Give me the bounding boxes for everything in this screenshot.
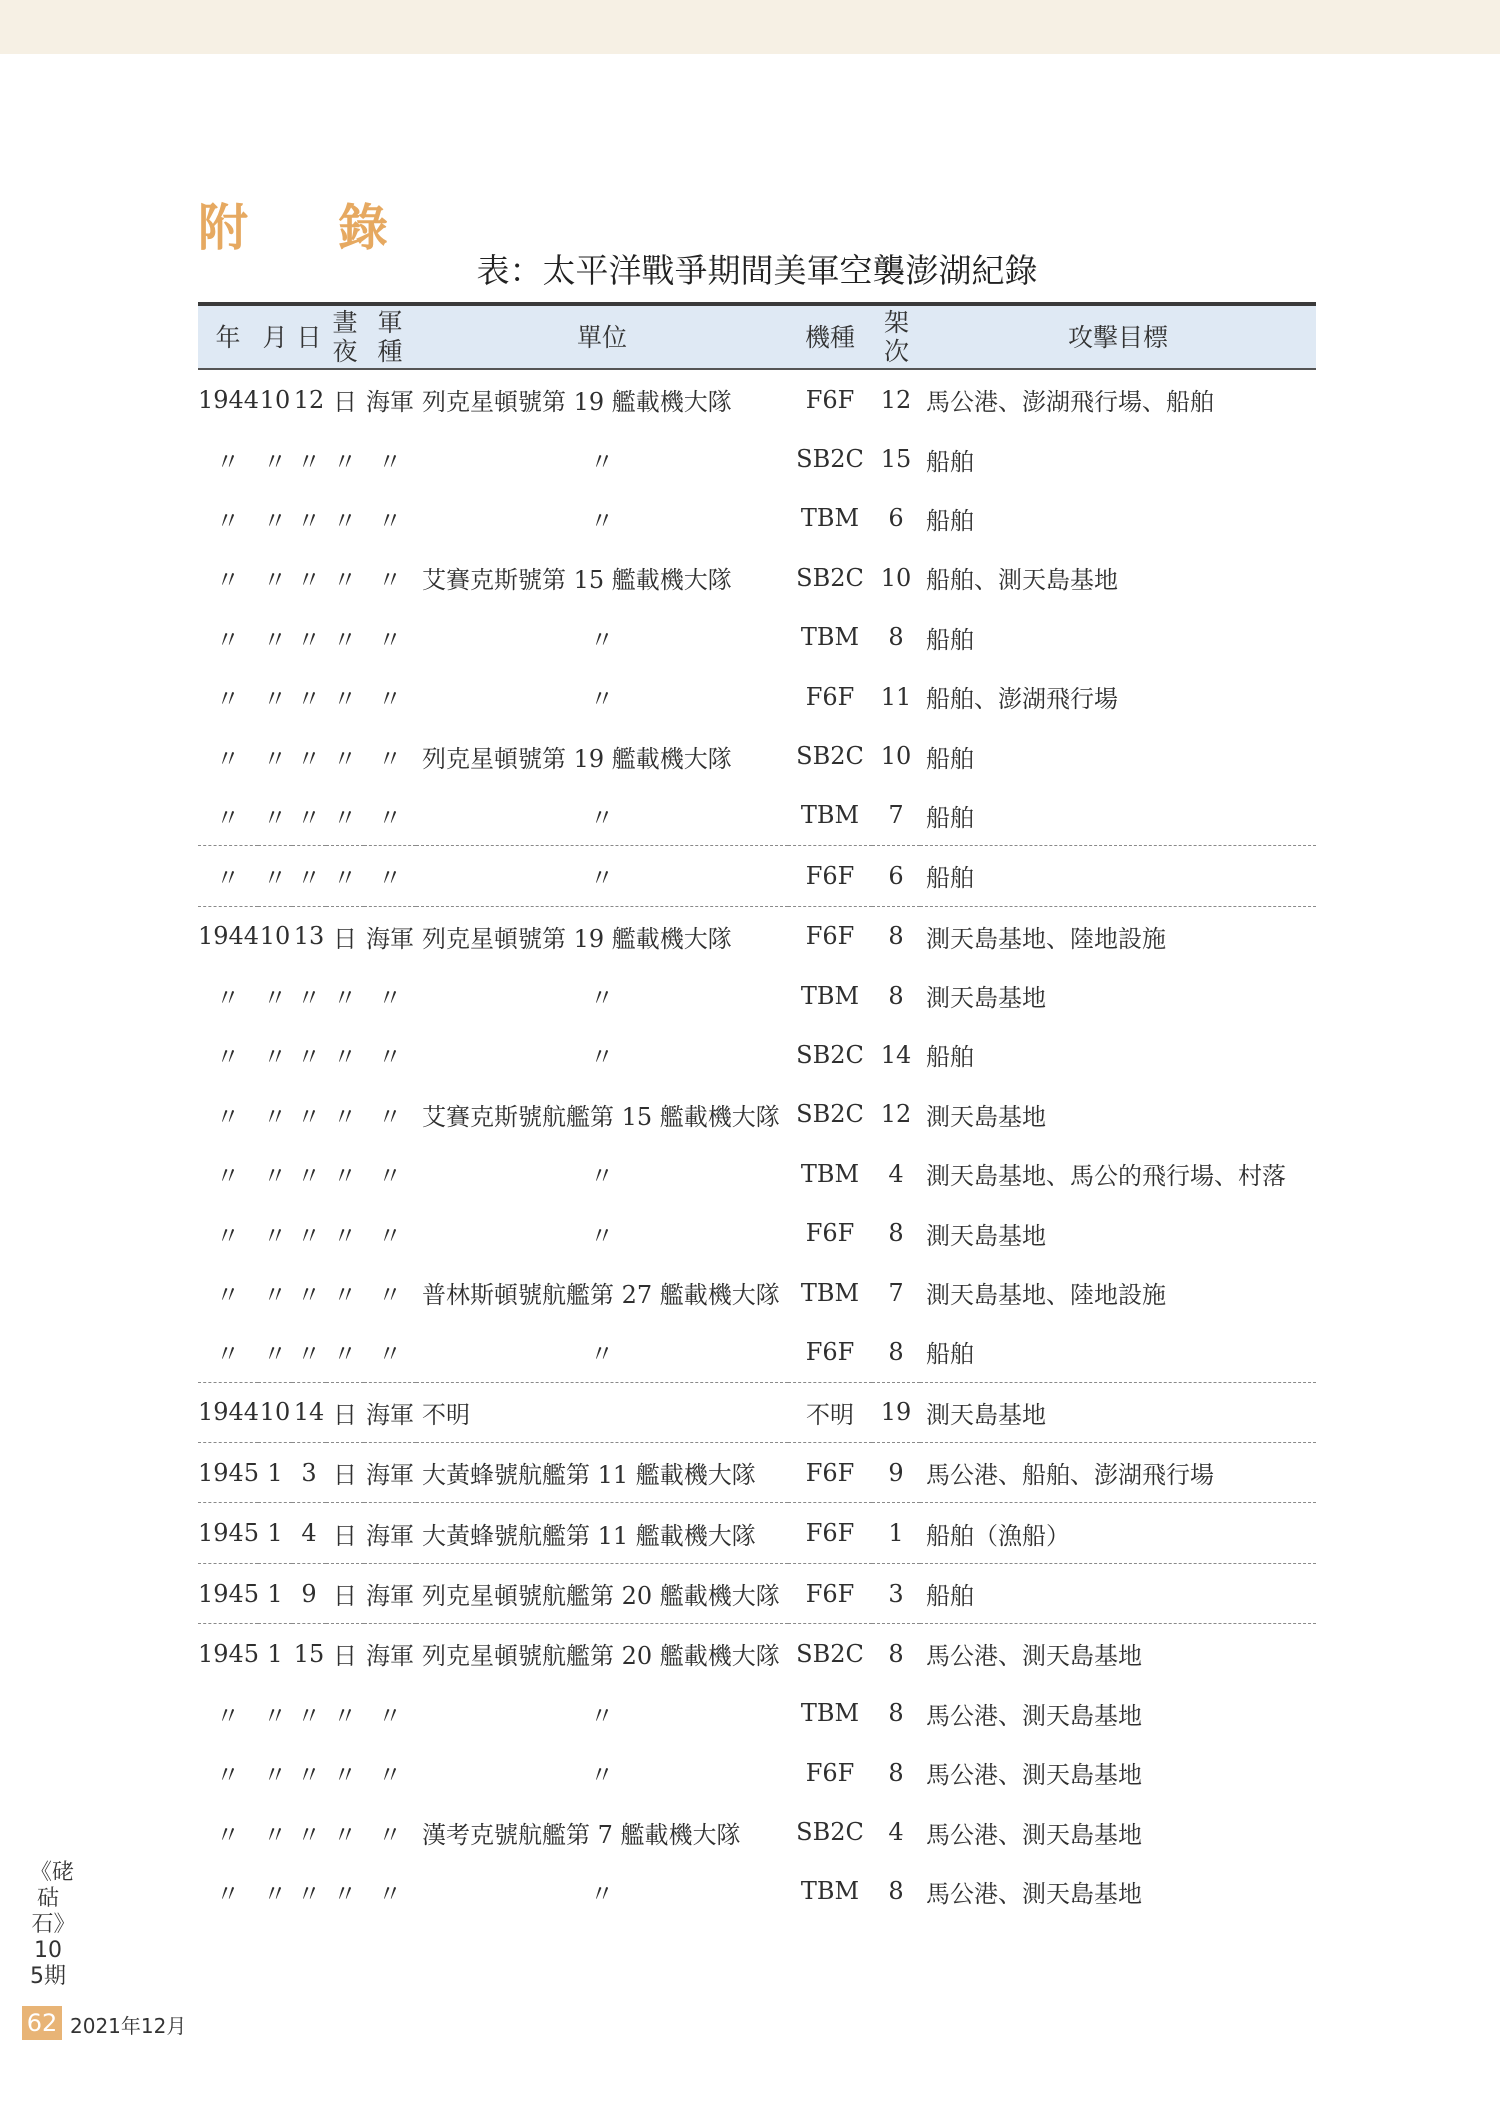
cell-service: 〃 <box>378 1281 402 1310</box>
cell-day: 〃 <box>297 1281 321 1310</box>
cell-target: 船舶 <box>926 1043 974 1072</box>
cell-month: 〃 <box>263 625 287 654</box>
cell-unit: 列克星頓號第 19 艦載機大隊 <box>416 906 788 966</box>
cell-service: 〃 <box>378 1340 402 1369</box>
cell-year: 〃 <box>216 506 240 535</box>
cell-day: 〃 <box>297 744 321 773</box>
table-row <box>198 369 1316 429</box>
cell-month: 10 <box>259 385 291 414</box>
cell-day: 4 <box>292 1503 326 1563</box>
cell-service: 〃 <box>364 846 416 906</box>
cell-service: 〃 <box>378 685 402 714</box>
table-row <box>198 429 1316 488</box>
cell-aircraft: TBM <box>800 1877 860 1906</box>
cell-unit: 〃 <box>590 1043 614 1072</box>
cell-unit: 大黃蜂號航艦第 11 艦載機大隊 <box>416 1443 788 1503</box>
cell-day: 12 <box>293 385 325 414</box>
cell-target: 船舶、測天島基地 <box>926 566 1118 595</box>
cell-sorties: 4 <box>888 1159 904 1188</box>
cell-sorties: 8 <box>888 1877 904 1906</box>
cell-sorties: 8 <box>888 1699 904 1728</box>
cell-sorties: 8 <box>888 1758 904 1787</box>
cell-year: 1944 <box>198 1382 258 1442</box>
cell-day: 〃 <box>297 1879 321 1908</box>
cell-aircraft: SB2C <box>796 563 864 592</box>
cell-sorties: 15 <box>880 445 912 474</box>
cell-month: 〃 <box>263 1221 287 1250</box>
cell-aircraft: F6F <box>805 1337 855 1366</box>
cell-aircraft: TBM <box>800 1159 860 1188</box>
cell-service: 〃 <box>378 1879 402 1908</box>
cell-target: 馬公港、船舶、澎湖飛行場 <box>920 1443 1316 1503</box>
cell-day: 〃 <box>297 1820 321 1849</box>
cell-aircraft: TBM <box>800 504 860 533</box>
cell-unit: 〃 <box>590 447 614 476</box>
table-row <box>198 786 1316 846</box>
cell-service: 〃 <box>378 1701 402 1730</box>
cell-sorties: 8 <box>872 906 920 966</box>
cell-day: 15 <box>292 1624 326 1684</box>
table-row <box>198 489 1316 548</box>
cell-service: 〃 <box>378 1820 402 1849</box>
cell-unit: 〃 <box>590 803 614 832</box>
cell-target: 測天島基地、陸地設施 <box>926 1281 1166 1310</box>
table-title: 表：太平洋戰爭期間美軍空襲澎湖紀錄 <box>476 251 1038 290</box>
cell-month: 〃 <box>263 1162 287 1191</box>
cell-daynight: 〃 <box>333 744 357 773</box>
cell-unit: 〃 <box>416 846 788 906</box>
table-row <box>198 1144 1316 1203</box>
col-header-service: 軍種 <box>364 304 416 369</box>
cell-day: 〃 <box>297 1043 321 1072</box>
cell-service: 〃 <box>378 447 402 476</box>
cell-sorties: 8 <box>888 981 904 1010</box>
cell-day: 〃 <box>297 1761 321 1790</box>
cell-sorties: 10 <box>880 563 912 592</box>
cell-daynight: 〃 <box>333 506 357 535</box>
cell-aircraft: TBM <box>800 1278 860 1307</box>
cell-aircraft: SB2C <box>796 1040 864 1069</box>
cell-daynight: 〃 <box>333 1340 357 1369</box>
cell-day: 〃 <box>297 1221 321 1250</box>
cell-unit: 艾賽克斯號航艦第 15 艦載機大隊 <box>422 1102 780 1131</box>
cell-target: 船舶 <box>926 625 974 654</box>
cell-aircraft: F6F <box>788 1563 872 1623</box>
cell-service: 〃 <box>378 1043 402 1072</box>
cell-service: 〃 <box>378 506 402 535</box>
cell-target: 馬公港、測天島基地 <box>926 1820 1142 1849</box>
cell-day: 13 <box>292 906 326 966</box>
cell-month: 1 <box>258 1443 292 1503</box>
table-row <box>198 1263 1316 1322</box>
table-row <box>198 1684 1316 1743</box>
cell-aircraft: F6F <box>805 682 855 711</box>
cell-sorties: 3 <box>872 1563 920 1623</box>
cell-target: 測天島基地 <box>926 984 1046 1013</box>
cell-year: 〃 <box>216 1281 240 1310</box>
cell-service: 〃 <box>378 1162 402 1191</box>
cell-target: 船舶 <box>926 447 974 476</box>
cell-target: 船舶 <box>926 1340 974 1369</box>
cell-sorties: 7 <box>888 1278 904 1307</box>
cell-day: 〃 <box>297 625 321 654</box>
cell-daynight: 〃 <box>326 846 364 906</box>
cell-target: 馬公港、測天島基地 <box>920 1624 1316 1684</box>
col-header-day: 日 <box>292 304 326 369</box>
cell-unit: 普林斯頓號航艦第 27 艦載機大隊 <box>422 1281 780 1310</box>
cell-daynight: 〃 <box>333 1879 357 1908</box>
cell-daynight: 〃 <box>333 1761 357 1790</box>
cell-day: 〃 <box>297 447 321 476</box>
cell-month: 〃 <box>263 1701 287 1730</box>
cell-year: 〃 <box>216 744 240 773</box>
cell-sorties: 8 <box>888 1337 904 1366</box>
cell-month: 〃 <box>263 1820 287 1849</box>
cell-daynight: 〃 <box>333 984 357 1013</box>
cell-aircraft: F6F <box>805 1758 855 1787</box>
cell-target: 船舶 <box>926 744 974 773</box>
cell-service: 〃 <box>378 744 402 773</box>
page-number: 62 <box>22 2006 62 2040</box>
cell-daynight: 〃 <box>333 447 357 476</box>
table-row <box>198 1862 1316 1921</box>
cell-service: 海軍 <box>364 1563 416 1623</box>
cell-service: 〃 <box>378 984 402 1013</box>
cell-daynight: 〃 <box>333 1102 357 1131</box>
cell-month: 10 <box>258 906 292 966</box>
cell-target: 船舶 <box>926 803 974 832</box>
cell-unit: 漢考克號航艦第 7 艦載機大隊 <box>422 1820 741 1849</box>
cell-target: 測天島基地 <box>920 1382 1316 1442</box>
cell-daynight: 日 <box>326 1624 364 1684</box>
cell-sorties: 8 <box>888 1219 904 1248</box>
cell-unit: 〃 <box>590 1701 614 1730</box>
cell-daynight: 〃 <box>333 685 357 714</box>
cell-day: 〃 <box>292 846 326 906</box>
cell-year: 〃 <box>216 1820 240 1849</box>
cell-month: 〃 <box>263 803 287 832</box>
cell-unit: 〃 <box>590 1221 614 1250</box>
cell-month: 〃 <box>263 1043 287 1072</box>
appendix-heading: 附錄 <box>198 199 478 257</box>
table-row <box>198 966 1316 1025</box>
cell-day: 3 <box>292 1443 326 1503</box>
cell-aircraft: F6F <box>805 1219 855 1248</box>
cell-service: 海軍 <box>364 1624 416 1684</box>
table-row <box>198 1743 1316 1802</box>
journal-title: 《硓𥑮石》105期 <box>30 1860 75 1989</box>
cell-unit: 〃 <box>590 984 614 1013</box>
cell-sorties: 4 <box>888 1818 904 1847</box>
cell-service: 〃 <box>378 566 402 595</box>
cell-aircraft: SB2C <box>796 1818 864 1847</box>
cell-daynight: 日 <box>326 1503 364 1563</box>
table-row <box>198 1503 1316 1563</box>
cell-target: 船舶 <box>920 846 1316 906</box>
cell-year: 〃 <box>216 1340 240 1369</box>
cell-day: 14 <box>292 1382 326 1442</box>
cell-target: 測天島基地、馬公的飛行場、村落 <box>926 1162 1286 1191</box>
cell-aircraft: 不明 <box>788 1382 872 1442</box>
cell-year: 1945 <box>198 1624 258 1684</box>
cell-sorties: 6 <box>888 504 904 533</box>
cell-month: 1 <box>258 1503 292 1563</box>
table-row <box>198 1322 1316 1382</box>
cell-year: 〃 <box>216 1879 240 1908</box>
cell-unit: 列克星頓號第 19 艦載機大隊 <box>422 744 732 773</box>
cell-daynight: 〃 <box>333 1281 357 1310</box>
col-header-unit: 單位 <box>416 304 788 369</box>
cell-target: 測天島基地 <box>926 1221 1046 1250</box>
cell-service: 海軍 <box>364 1443 416 1503</box>
cell-year: 〃 <box>216 1162 240 1191</box>
cell-year: 1944 <box>198 906 258 966</box>
cell-unit: 列克星頓號航艦第 20 艦載機大隊 <box>416 1563 788 1623</box>
air-raid-records-table <box>198 302 1316 1921</box>
table-row <box>198 667 1316 726</box>
cell-year: 〃 <box>216 803 240 832</box>
cell-daynight: 日 <box>333 388 357 417</box>
table-row <box>198 846 1316 906</box>
cell-month: 〃 <box>263 1281 287 1310</box>
cell-month: 10 <box>258 1382 292 1442</box>
cell-year: 〃 <box>216 625 240 654</box>
cell-sorties: 6 <box>872 846 920 906</box>
cell-daynight: 日 <box>326 1563 364 1623</box>
cell-month: 〃 <box>263 1340 287 1369</box>
cell-aircraft: TBM <box>800 801 860 830</box>
cell-target: 馬公港、測天島基地 <box>926 1879 1142 1908</box>
cell-service: 〃 <box>378 1102 402 1131</box>
cell-daynight: 〃 <box>333 1162 357 1191</box>
table-row <box>198 1025 1316 1084</box>
cell-aircraft: F6F <box>788 906 872 966</box>
cell-target: 船舶 <box>920 1563 1316 1623</box>
cell-daynight: 日 <box>326 906 364 966</box>
cell-day: 〃 <box>297 984 321 1013</box>
cell-unit: 大黃蜂號航艦第 11 艦載機大隊 <box>416 1503 788 1563</box>
cell-year: 〃 <box>216 1043 240 1072</box>
cell-year: 〃 <box>216 1761 240 1790</box>
cell-year: 〃 <box>216 984 240 1013</box>
cell-daynight: 〃 <box>333 625 357 654</box>
cell-month: 〃 <box>263 1761 287 1790</box>
cell-sorties: 14 <box>880 1040 912 1069</box>
table-row <box>198 548 1316 607</box>
cell-month: 〃 <box>258 846 292 906</box>
cell-unit: 列克星頓號航艦第 20 艦載機大隊 <box>416 1624 788 1684</box>
cell-aircraft: TBM <box>800 1699 860 1728</box>
cell-target: 船舶 <box>926 506 974 535</box>
cell-aircraft: SB2C <box>796 445 864 474</box>
cell-service: 海軍 <box>364 1503 416 1563</box>
cell-day: 〃 <box>297 1102 321 1131</box>
table-row <box>198 1443 1316 1503</box>
cell-target: 測天島基地 <box>926 1102 1046 1131</box>
cell-unit: 〃 <box>590 1340 614 1369</box>
col-header-month: 月 <box>258 304 292 369</box>
table-row <box>198 1085 1316 1144</box>
top-color-band <box>0 0 1500 54</box>
cell-aircraft: SB2C <box>796 742 864 771</box>
cell-year: 1945 <box>198 1443 258 1503</box>
cell-daynight: 〃 <box>333 566 357 595</box>
cell-target: 馬公港、澎湖飛行場、船舶 <box>926 388 1214 417</box>
cell-service: 海軍 <box>364 1382 416 1442</box>
cell-unit: 不明 <box>416 1382 788 1442</box>
cell-aircraft: SB2C <box>796 1100 864 1129</box>
cell-sorties: 7 <box>888 801 904 830</box>
col-header-sorties: 架次 <box>872 304 920 369</box>
cell-aircraft: TBM <box>800 623 860 652</box>
cell-daynight: 日 <box>326 1382 364 1442</box>
table-row <box>198 1203 1316 1262</box>
col-header-year: 年 <box>198 304 258 369</box>
cell-sorties: 8 <box>888 623 904 652</box>
cell-service: 海軍 <box>366 388 414 417</box>
cell-service: 〃 <box>378 625 402 654</box>
cell-target: 馬公港、測天島基地 <box>926 1761 1142 1790</box>
table-header-row <box>198 304 1316 369</box>
cell-unit: 〃 <box>590 506 614 535</box>
cell-month: 1 <box>258 1563 292 1623</box>
cell-year: 〃 <box>216 1701 240 1730</box>
cell-daynight: 日 <box>326 1443 364 1503</box>
cell-sorties: 10 <box>880 742 912 771</box>
cell-aircraft: F6F <box>788 846 872 906</box>
cell-year: 〃 <box>216 566 240 595</box>
cell-sorties: 9 <box>872 1443 920 1503</box>
cell-day: 〃 <box>297 566 321 595</box>
cell-sorties: 8 <box>872 1624 920 1684</box>
col-header-daynight: 晝夜 <box>326 304 364 369</box>
cell-day: 〃 <box>297 1162 321 1191</box>
table-row <box>198 1624 1316 1684</box>
cell-day: 〃 <box>297 685 321 714</box>
table-row <box>198 1802 1316 1861</box>
cell-day: 〃 <box>297 1701 321 1730</box>
cell-month: 1 <box>258 1624 292 1684</box>
cell-month: 〃 <box>263 685 287 714</box>
table-row <box>198 726 1316 785</box>
cell-daynight: 〃 <box>333 1820 357 1849</box>
cell-sorties: 1 <box>872 1503 920 1563</box>
table-row <box>198 1382 1316 1442</box>
cell-year: 1945 <box>198 1503 258 1563</box>
cell-year: 〃 <box>216 685 240 714</box>
cell-aircraft: F6F <box>788 1443 872 1503</box>
cell-service: 〃 <box>378 803 402 832</box>
cell-year: 〃 <box>198 846 258 906</box>
cell-year: 〃 <box>216 447 240 476</box>
cell-aircraft: TBM <box>800 981 860 1010</box>
cell-unit: 〃 <box>590 1761 614 1790</box>
cell-target: 測天島基地、陸地設施 <box>920 906 1316 966</box>
table-body <box>198 369 1316 1921</box>
table-row <box>198 1563 1316 1623</box>
cell-unit: 〃 <box>590 1162 614 1191</box>
cell-unit: 〃 <box>590 1879 614 1908</box>
cell-month: 〃 <box>263 744 287 773</box>
table-row <box>198 906 1316 966</box>
cell-service: 海軍 <box>364 906 416 966</box>
cell-unit: 列克星頓號第 19 艦載機大隊 <box>422 388 732 417</box>
cell-day: 〃 <box>297 506 321 535</box>
issue-date: 2021年12月 <box>70 2014 187 2038</box>
col-header-target: 攻擊目標 <box>920 304 1316 369</box>
cell-daynight: 〃 <box>333 803 357 832</box>
cell-month: 〃 <box>263 447 287 476</box>
cell-day: 9 <box>292 1563 326 1623</box>
cell-target: 船舶（漁船） <box>920 1503 1316 1563</box>
col-header-aircraft: 機種 <box>788 304 872 369</box>
cell-year: 1945 <box>198 1563 258 1623</box>
cell-sorties: 12 <box>880 385 912 414</box>
cell-unit: 艾賽克斯號第 15 艦載機大隊 <box>422 566 732 595</box>
cell-day: 〃 <box>297 1340 321 1369</box>
cell-sorties: 11 <box>880 682 912 711</box>
cell-daynight: 〃 <box>333 1043 357 1072</box>
cell-unit: 〃 <box>590 685 614 714</box>
cell-month: 〃 <box>263 506 287 535</box>
cell-service: 〃 <box>378 1221 402 1250</box>
cell-year: 1944 <box>198 385 260 414</box>
cell-month: 〃 <box>263 984 287 1013</box>
cell-year: 〃 <box>216 1221 240 1250</box>
cell-daynight: 〃 <box>333 1221 357 1250</box>
cell-day: 〃 <box>297 803 321 832</box>
cell-unit: 〃 <box>590 625 614 654</box>
cell-year: 〃 <box>216 1102 240 1131</box>
cell-service: 〃 <box>378 1761 402 1790</box>
cell-aircraft: SB2C <box>788 1624 872 1684</box>
cell-month: 〃 <box>263 566 287 595</box>
cell-sorties: 19 <box>872 1382 920 1442</box>
cell-target: 船舶、澎湖飛行場 <box>926 685 1118 714</box>
cell-month: 〃 <box>263 1879 287 1908</box>
cell-daynight: 〃 <box>333 1701 357 1730</box>
cell-target: 馬公港、測天島基地 <box>926 1701 1142 1730</box>
table-row <box>198 608 1316 667</box>
cell-aircraft: F6F <box>788 1503 872 1563</box>
cell-month: 〃 <box>263 1102 287 1131</box>
cell-sorties: 12 <box>880 1100 912 1129</box>
cell-aircraft: F6F <box>805 385 855 414</box>
